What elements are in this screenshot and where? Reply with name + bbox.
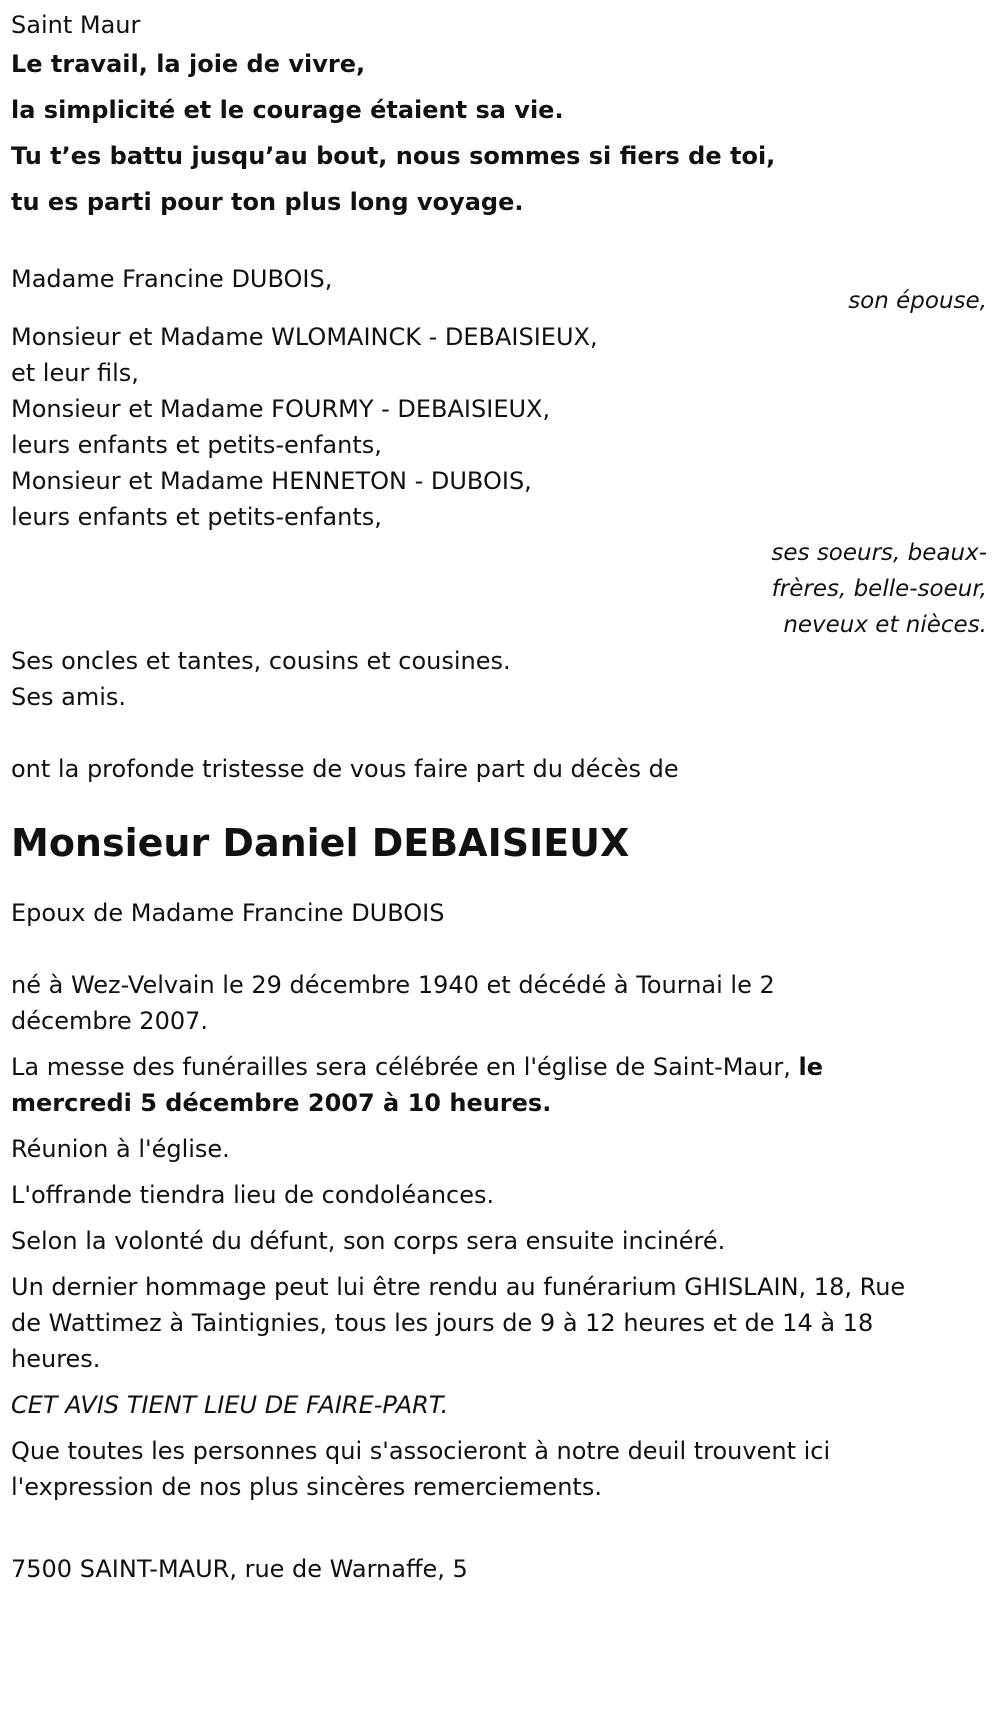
address-line: 7500 SAINT-MAUR, rue de Warnaffe, 5 bbox=[11, 1555, 468, 1583]
meeting-line: Réunion à l'église. bbox=[11, 1135, 230, 1163]
tribute-paragraph: Un dernier hommage peut lui être rendu au funérarium GHISLAIN, 18, Rue de Wattimez à Taintignies, tous les jours de 9 à 12 heures et de 14 à 18 heures. bbox=[11, 1273, 906, 1373]
verse-line: Le travail, la joie de vivre, bbox=[11, 50, 366, 78]
others-line: Ses oncles et tantes, cousins et cousines. bbox=[11, 647, 511, 675]
offering-line: L'offrande tiendra lieu de condoléances. bbox=[11, 1181, 495, 1209]
birth-death-paragraph: né à Wez-Velvain le 29 décembre 1940 et décédé à Tournai le 2 décembre 2007. bbox=[11, 971, 775, 1035]
verse-line: la simplicité et le courage étaient sa vie. bbox=[11, 96, 564, 124]
relative-line: Monsieur et Madame HENNETON - DUBOIS, bbox=[11, 467, 532, 495]
family-block bbox=[11, 261, 991, 715]
funeral-text: La messe des funérailles sera célébrée en l'église de Saint-Maur, bbox=[11, 1053, 799, 1081]
relative-line: leurs enfants et petits-enfants, bbox=[11, 503, 382, 531]
obituary-notice bbox=[11, 7, 991, 1587]
verse-line: tu es parti pour ton plus long voyage. bbox=[11, 188, 524, 216]
relative-line: Monsieur et Madame WLOMAINCK - DEBAISIEUX, bbox=[11, 323, 598, 351]
deceased-name: Monsieur Daniel DEBAISIEUX bbox=[11, 821, 630, 865]
funeral-paragraph bbox=[11, 1049, 841, 1121]
relatives-role-line: ses soeurs, beaux- bbox=[771, 540, 987, 566]
funeral-date: le mercredi 5 décembre 2007 à 10 heures. bbox=[11, 1053, 823, 1117]
verse-line: Tu t’es battu jusqu’au bout, nous sommes si fiers de toi, bbox=[11, 142, 776, 170]
relative-line: et leur fils, bbox=[11, 359, 139, 387]
relative-line: leurs enfants et petits-enfants, bbox=[11, 431, 382, 459]
relatives-role bbox=[11, 535, 991, 643]
spouse-role: son épouse, bbox=[848, 288, 987, 314]
verse-block bbox=[11, 41, 991, 225]
relative-line: Monsieur et Madame FOURMY - DEBAISIEUX, bbox=[11, 395, 551, 423]
notice-line: CET AVIS TIENT LIEU DE FAIRE-PART. bbox=[11, 1391, 449, 1419]
relatives-list bbox=[11, 319, 991, 535]
relatives-role-line: neveux et nièces. bbox=[783, 612, 987, 638]
thanks-paragraph: Que toutes les personnes qui s'associeront à notre deuil trouvent ici l'expression de nos plus sincères remerciements. bbox=[11, 1437, 831, 1501]
announcement-intro: ont la profonde tristesse de vous faire part du décès de bbox=[11, 755, 679, 783]
relatives-role-line: frères, belle-soeur, bbox=[771, 576, 987, 602]
spouse-of-line: Epoux de Madame Francine DUBOIS bbox=[11, 899, 445, 927]
cremation-line: Selon la volonté du défunt, son corps sera ensuite incinéré. bbox=[11, 1227, 726, 1255]
city-heading: Saint Maur bbox=[11, 11, 141, 39]
others-line: Ses amis. bbox=[11, 683, 127, 711]
spouse-line: Madame Francine DUBOIS, bbox=[11, 265, 333, 293]
